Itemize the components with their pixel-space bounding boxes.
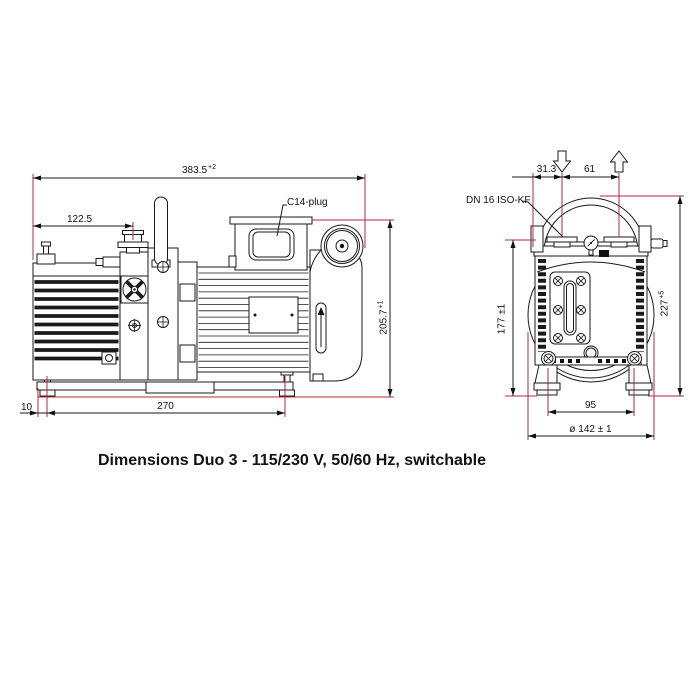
fan-pulley: [321, 225, 363, 267]
dim-housing-diameter: ø 142 ± 1: [569, 424, 612, 435]
oil-drain-plug: [102, 352, 116, 364]
dim-handle-height: $227^{+5}$: [658, 290, 671, 317]
dim-foot-edge-offset: 10: [20, 402, 33, 413]
dn16-flange-label: DN 16 ISO-KF: [466, 195, 531, 206]
fan-shroud: [310, 250, 362, 381]
side-stub: [651, 239, 667, 248]
coupling-housing: [178, 262, 197, 380]
handle-bracket-right: [639, 226, 651, 252]
exhaust-nozzle: [96, 257, 120, 267]
intake-filter-bolt: [37, 242, 55, 264]
head-bolt: [157, 261, 169, 273]
motor-nameplate: [249, 297, 298, 333]
airflow-slot: [316, 303, 326, 353]
c14-plug-label: C14-plug: [287, 197, 328, 208]
head-bolt: [157, 316, 169, 328]
dim-overall-length: $383.5^{+2}$: [181, 164, 216, 176]
dim-inlet-offset-front: 31.3: [536, 164, 557, 175]
motor: [197, 267, 310, 372]
dim-foot-spacing-side: 270: [157, 401, 174, 412]
solenoid-valve: [599, 250, 609, 257]
gas-ballast-impeller: [121, 276, 148, 303]
dim-housing-height: 177 ±1: [496, 303, 508, 335]
front-cover-plate: [550, 272, 590, 344]
pump-head: [148, 197, 178, 380]
dim-port-spacing: 61: [583, 164, 596, 175]
dim-overall-height: $205.7^{+1}$: [377, 300, 390, 335]
drawing-caption: Dimensions Duo 3 - 115/230 V, 50/60 Hz, switchable: [98, 452, 487, 469]
dim-inlet-offset: 122.5: [66, 214, 93, 225]
dim-foot-spacing-front: 95: [584, 400, 597, 411]
oil-level-slot: [564, 281, 576, 335]
carrying-handle-side: [152, 197, 170, 267]
c14-connector-box: [229, 217, 312, 270]
